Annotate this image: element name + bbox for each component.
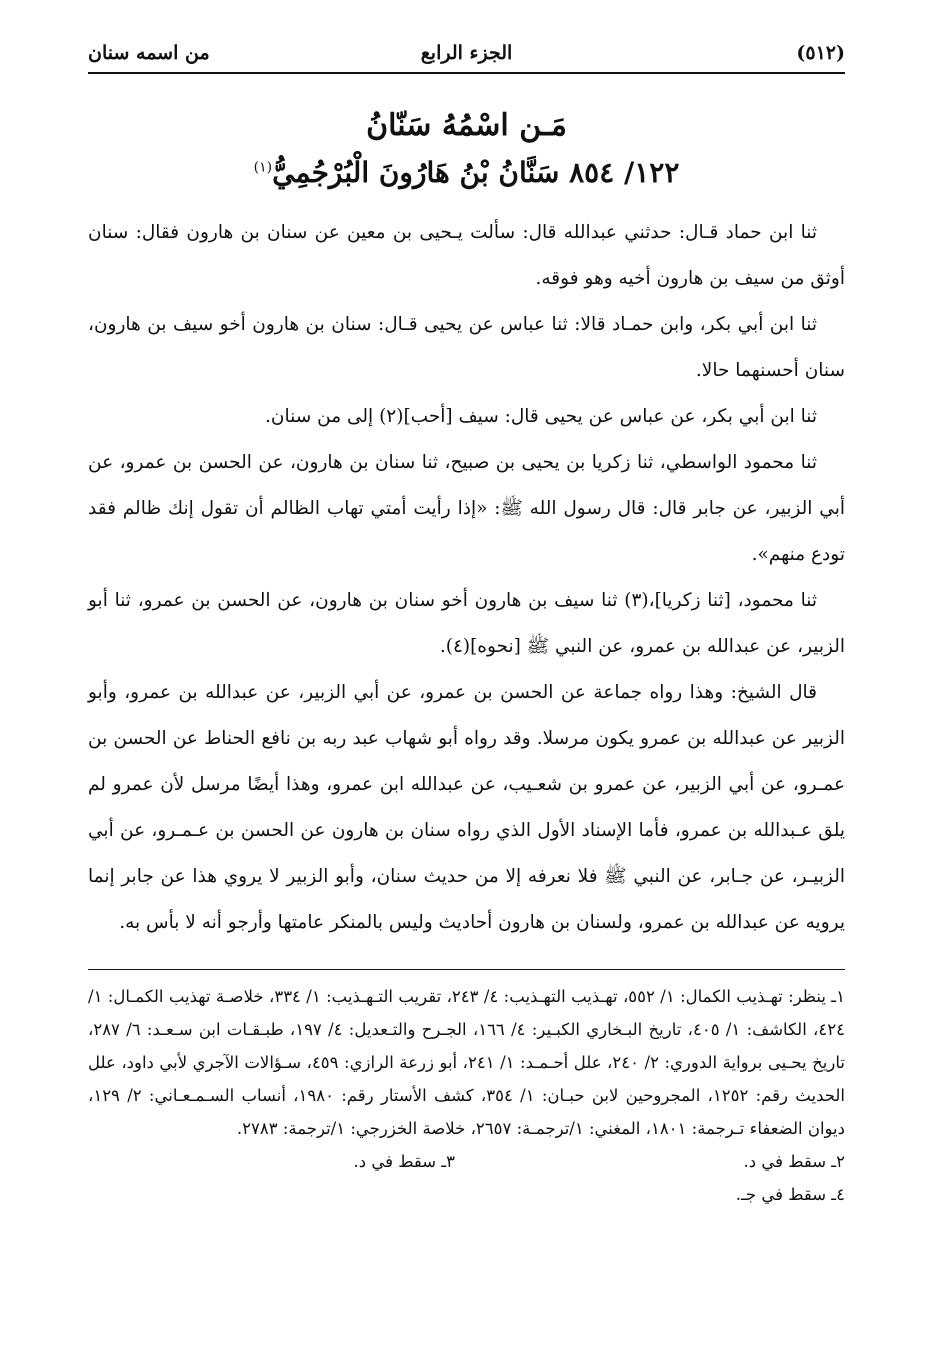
paragraph: ثنا محمود الواسطي، ثنا زكريا بن يحيى بن صبيح، ثنا سنان بن هارون، عن الحسن بن عمرو، عن أبي الزبير، عن جابر قال: قال رسول الله ﷺ: «إذا رأيت أمتي تهاب الظالم أن تقول إنك ظالم فقد تودع منهم». [88, 452, 845, 565]
volume-title: الجزء الرابع [420, 42, 513, 64]
page-number: (٥١٢) [796, 42, 845, 64]
paragraph: ثنا ابن أبي بكر، وابن حمـاد قالا: ثنا عباس عن يحيى قـال: سنان بن هارون أخو سيف بن هارون، سنان أحسنهما حالا. [88, 314, 845, 381]
paragraph: قال الشيخ: وهذا رواه جماعة عن الحسن بن عمرو، عن أبي الزبير، عن عبدالله بن عمرو، وأبو الزبير عن عبدالله بن عمرو يكون مرسلا. وقد رواه أبو شهاب عبد ربه بن نافع الحناط عن الحسن بن عمـرو، عن أبي الزبير، عن عمرو بن شعـيب، عن عبدالله ابن عمرو، وهذا أيضًا مرسل لأن عمرو لم يلق عـبدالله بن عمرو، فأما الإسناد الأول الذي رواه سنان بن هارون عن الحسن بن عـمـرو، عن أبي الزبيـر، عن جـابر، عن النبي ﷺ فلا نعرفه إلا من حديث سنان، وأبو الزبير لا يروي هذا عن جابر إنما يرويه عن عبدالله بن عمرو، ولسنان بن هارون أحاديث وليس بالمنكر عامتها وأرجو أنه لا بأس به. [88, 682, 845, 933]
header-rule [88, 72, 845, 74]
body-text [88, 210, 845, 946]
footnote-2: ٢ـ سقط في د. [743, 1152, 845, 1171]
paragraph: ثنا ابن أبي بكر، عن عباس عن يحيى قال: سيف [أحب](٢) إلى من سنان. [265, 406, 817, 427]
section-title: من اسمه سنان [88, 42, 210, 64]
footnote-1: ١ـ ينظر: تهـذيب الكمال: ١/ ٥٥٢، تهـذيب التهـذيب: ٤/ ٢٤٣، تقريب التـهـذيب: ١/ ٣٣٤، خلاصـة تهذيب الكمـال: ١/ ٤٢٤، الكاشف: ١/ ٤٠٥، تاريخ البـخاري الكبـير: ٤/ ١٦٦، الجـرح والتـعديل: ٤/ ١٩٧، طبـقـات ابن سـعـد: ٦/ ٢٨٧، تاريخ يحـيى برواية الدوري: ٢/ ٢٤٠، علل أحـمـد: ١/ ٢٤١، أبو زرعة الرازي: ٤٥٩، سـؤالات الآجري لأبي داود، علل الحديث رقم: ١٢٥٢، المجروحين لابن حبـان: ١/ ٣٥٤، كشف الأستار رقم: ١٩٨٠، أنساب السـمـعـاني: ٢/ ١٢٩، ديوان الضعفاء تـرجمة: ١٨٠١، المغني: ١/ترجمـة: ٢٦٥٧، خلاصة الخزرجي: ١/ترجمة: ٢٧٨٣. [88, 987, 846, 1138]
entry-title-text: ١٢٢/ ٨٥٤ سَنَّانُ بْنُ هَارُونَ الْبُرْجُمِيُّ [272, 156, 680, 189]
footnote-row [88, 1145, 845, 1178]
footnote-3: ٣ـ سقط في د. [353, 1152, 455, 1171]
footnote-rule [88, 969, 845, 970]
paragraph: ثنا ابن حماد قـال: حدثني عبدالله قال: سألت يـحيى بن معين عن سنان بن هارون فقال: سنان أوثق من سيف بن هارون أخيه وهو فوقه. [88, 222, 845, 289]
chapter-title: مَـن اسْمُهُ سَنّانُ [366, 108, 567, 143]
paragraph: ثنا محمود، [ثنا زكريا]،(٣) ثنا سيف بن هارون أخو سنان بن هارون، عن الحسن بن عمرو، ثنا أبو الزبير، عن عبدالله بن عمرو، عن النبي ﷺ [نحوه](٤). [88, 590, 845, 657]
footnotes [88, 980, 845, 1211]
entry-title [88, 156, 845, 189]
footnote-4: ٤ـ سقط في جـ. [735, 1185, 845, 1204]
book-page [88, 30, 845, 1340]
entry-footnote-ref: (١) [253, 159, 273, 176]
